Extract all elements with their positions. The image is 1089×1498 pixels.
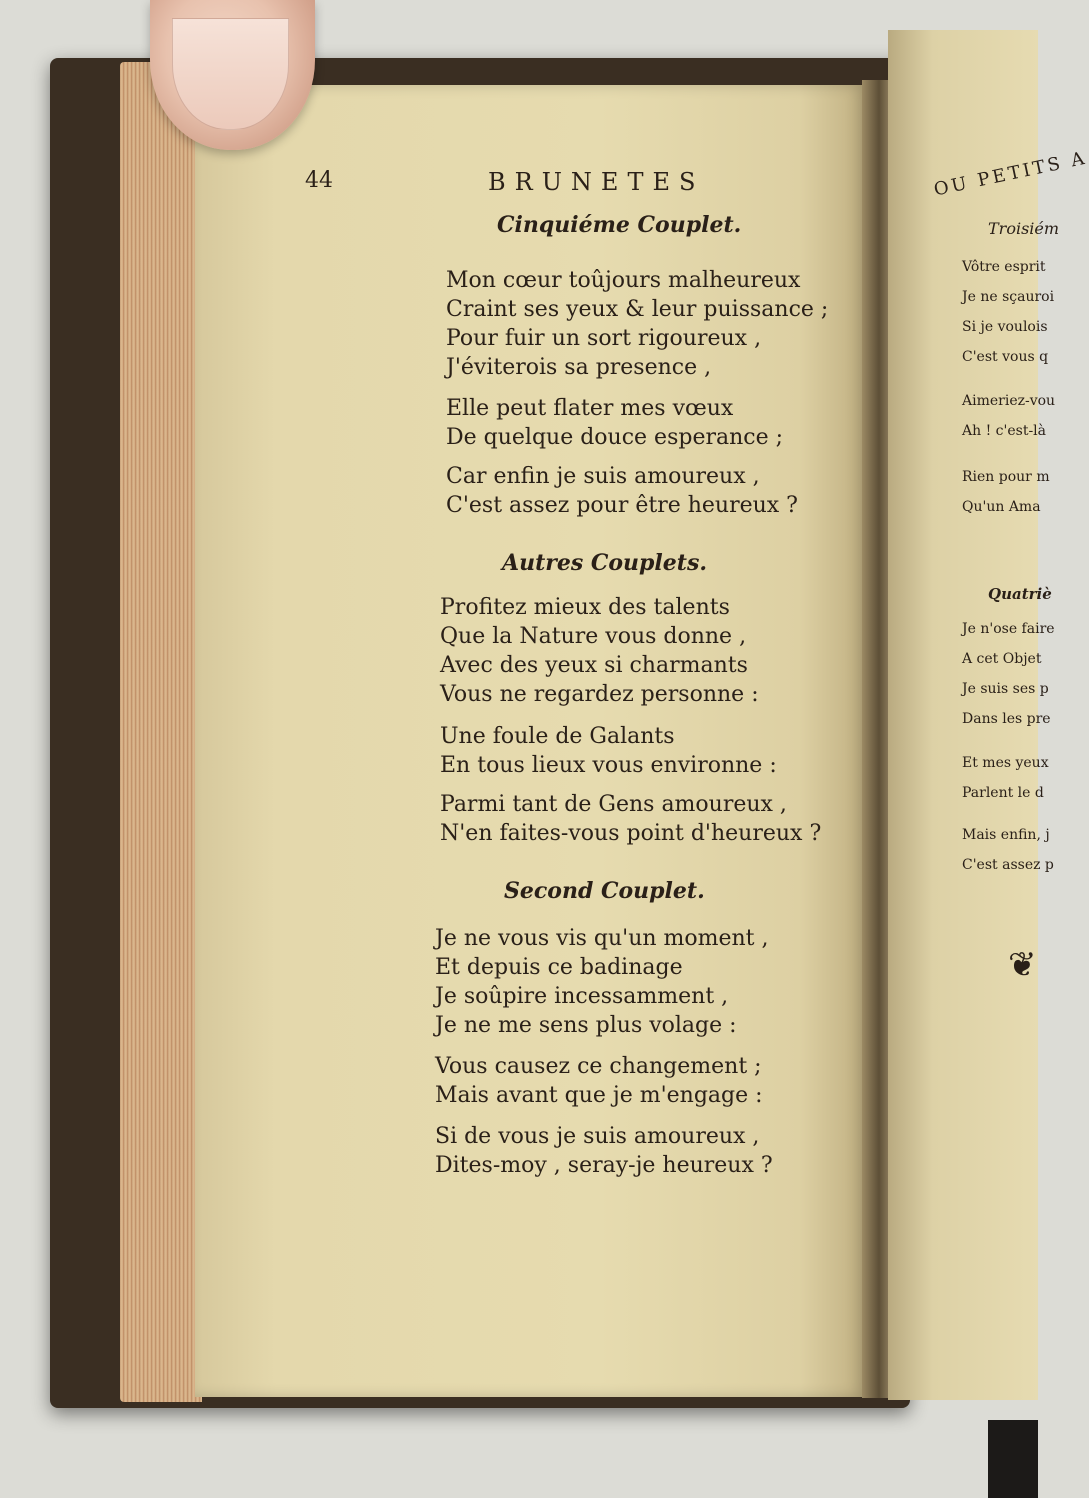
right-verse-line: Je suis ses p	[962, 681, 1049, 697]
right-verse-line: C'est vous q	[962, 349, 1049, 365]
section-title: Autres Couplets.	[502, 550, 707, 576]
verse-line: Elle peut flater mes vœux	[446, 396, 734, 421]
verse-line: Craint ses yeux & leur puissance ;	[446, 297, 829, 322]
right-verse-line: Rien pour m	[962, 469, 1050, 485]
stanza	[440, 790, 821, 848]
right-section-heading: Troisiém	[988, 219, 1060, 238]
right-verse-line: Je ne sçauroi	[962, 289, 1055, 305]
page-number: 44	[305, 168, 333, 193]
verse-line: De quelque douce esperance ;	[446, 425, 784, 450]
right-verse-line: Dans les pre	[962, 711, 1051, 727]
fleuron-ornament: ❦	[1008, 945, 1037, 985]
right-verse-line: Ah ! c'est-là	[962, 423, 1046, 439]
verse-line: Mon cœur toûjours malheureux	[446, 268, 801, 293]
verse-line: Dites-moy , seray-je heureux ?	[435, 1153, 773, 1178]
right-verse-line: Mais enfin, j	[962, 827, 1050, 843]
right-verse-line: Si je voulois	[962, 319, 1048, 335]
stanza	[435, 924, 769, 1040]
verse-line: Car enfin je suis amoureux ,	[446, 464, 760, 489]
verse-line: Mais avant que je m'engage :	[435, 1083, 763, 1108]
verse-line: Vous ne regardez personne :	[440, 682, 759, 707]
verse-line: Profitez mieux des talents	[440, 595, 730, 620]
verse-line: Vous causez ce changement ;	[435, 1054, 762, 1079]
verse-line: Je soûpire incessamment ,	[435, 984, 729, 1009]
stanza	[440, 593, 759, 709]
right-verse-line: Aimeriez-vou	[962, 393, 1056, 409]
verse-line: Parmi tant de Gens amoureux ,	[440, 792, 787, 817]
verse-line: Si de vous je suis amoureux ,	[435, 1124, 760, 1149]
stanza	[440, 722, 777, 780]
right-verse-line: Et mes yeux	[962, 755, 1049, 771]
verse-line: J'éviterois sa presence ,	[446, 355, 712, 380]
right-verse-line: Vôtre esprit	[962, 259, 1046, 275]
verse-line: Avec des yeux si charmants	[440, 653, 748, 678]
right-running-head: OU PETITS A	[932, 147, 1089, 201]
stanza	[435, 1122, 773, 1180]
verse-line: C'est assez pour être heureux ?	[446, 493, 798, 518]
verse-line: Je ne vous vis qu'un moment ,	[435, 926, 769, 951]
right-verse-line: Je n'ose faire	[962, 621, 1055, 637]
right-verse-line: A cet Objet	[962, 651, 1042, 667]
background-edge	[988, 1420, 1038, 1498]
right-verse-line: C'est assez p	[962, 857, 1054, 873]
right-verse-line: Qu'un Ama	[962, 499, 1041, 515]
stanza	[435, 1052, 763, 1110]
right-section-heading: Quatriè	[988, 585, 1052, 603]
section-title: Second Couplet.	[504, 878, 705, 904]
right-verse-line: Parlent le d	[962, 785, 1044, 801]
verse-line: Une foule de Galants	[440, 724, 675, 749]
verse-line: Que la Nature vous donne ,	[440, 624, 747, 649]
verse-line: Et depuis ce badinage	[435, 955, 683, 980]
section-title: Cinquiéme Couplet.	[497, 212, 742, 238]
verse-line: N'en faites-vous point d'heureux ?	[440, 821, 822, 846]
verse-line: En tous lieux vous environne :	[440, 753, 777, 778]
right-page	[888, 30, 1089, 1400]
verse-line: Je ne me sens plus volage :	[435, 1013, 737, 1038]
verse-line: Pour fuir un sort rigoureux ,	[446, 326, 762, 351]
stanza	[446, 394, 783, 452]
page-edges	[120, 62, 202, 1402]
stanza	[446, 462, 798, 520]
running-head: BRUNETES	[488, 168, 705, 196]
stanza	[446, 266, 828, 382]
